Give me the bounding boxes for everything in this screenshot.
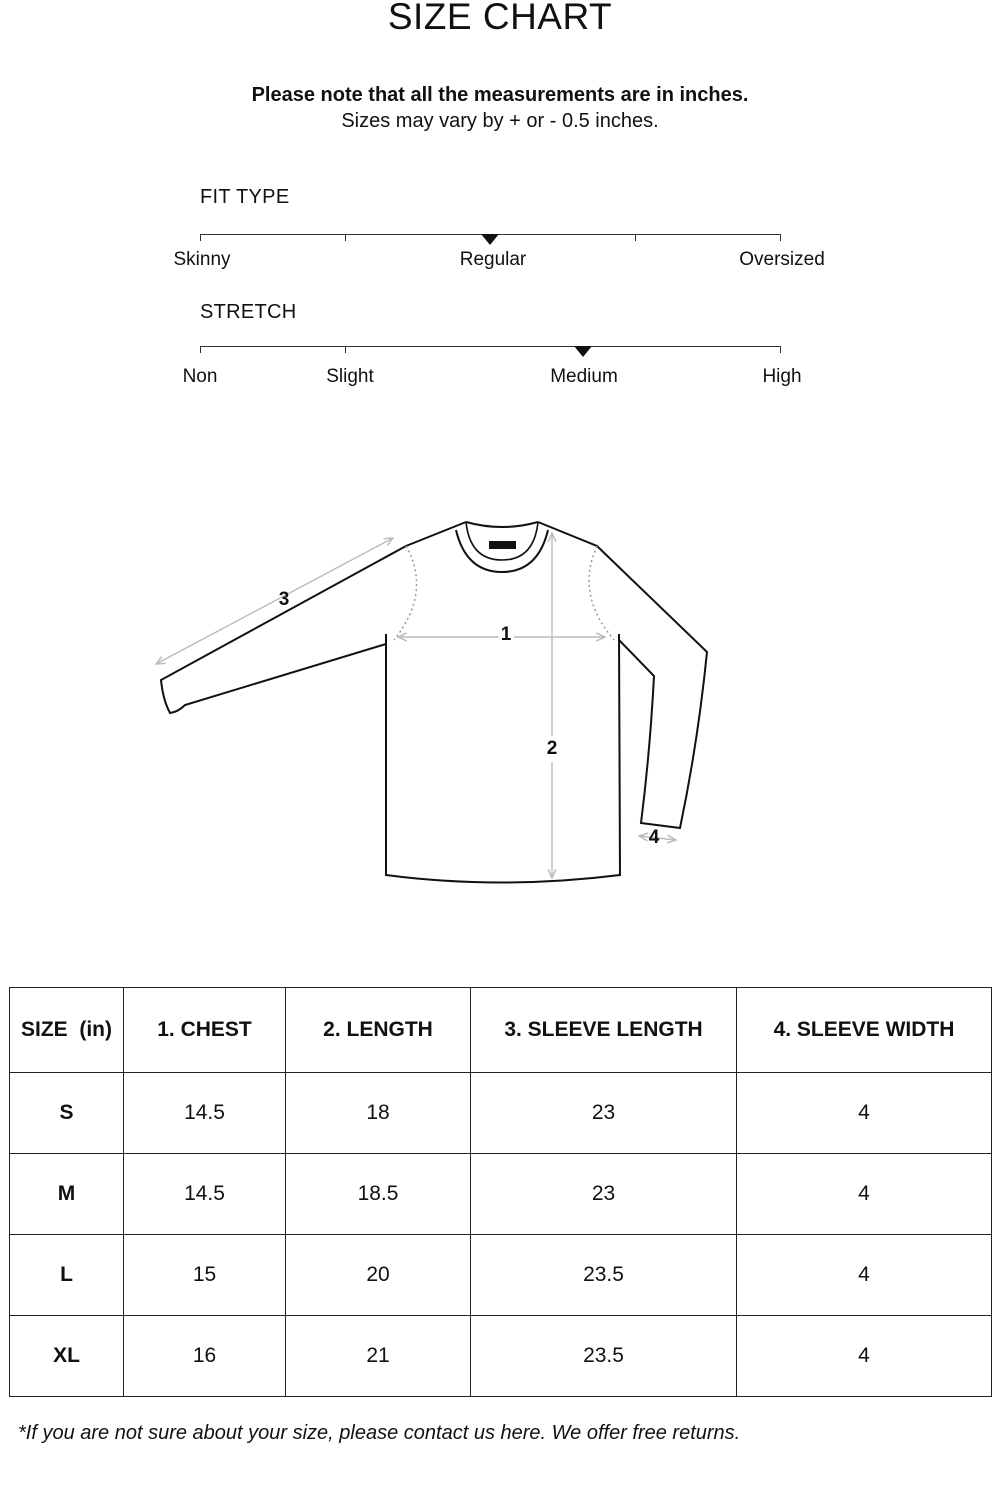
fit-type-title: FIT TYPE <box>200 186 290 208</box>
stretch-label-non: Non <box>182 366 218 387</box>
chest-cell: 14.5 <box>124 1073 286 1154</box>
size-cell: XL <box>10 1316 124 1397</box>
garment-collar-inner <box>456 530 548 572</box>
fit-type-label-oversized: Oversized <box>739 249 825 270</box>
size-cell: L <box>10 1235 124 1316</box>
size-cell: M <box>10 1154 124 1235</box>
units-note: Please note that all the measurements are in inches. <box>251 84 749 106</box>
sleeve-width-cell: 4 <box>737 1154 992 1235</box>
sleeve-length-cell: 23 <box>471 1154 737 1235</box>
header-chest: 1. CHEST <box>124 988 286 1073</box>
table-header-row <box>10 988 992 1073</box>
chest-cell: 15 <box>124 1235 286 1316</box>
length-cell: 21 <box>286 1316 471 1397</box>
garment-collar <box>466 522 538 527</box>
neck-label <box>489 541 516 549</box>
chest-cell: 14.5 <box>124 1154 286 1235</box>
footnote: *If you are not sure about your size, please contact us here. We offer free returns. <box>18 1422 741 1444</box>
length-cell: 18 <box>286 1073 471 1154</box>
garment-left-sleeve <box>161 522 466 713</box>
measure-label-length: 2 <box>547 736 558 762</box>
measure-label-sleeve-length: 3 <box>278 589 290 610</box>
stretch-title: STRETCH <box>200 301 297 323</box>
measure-label-sleeve-width: 4 <box>648 827 660 848</box>
size-table <box>9 987 992 1397</box>
sleeve-length-cell: 23 <box>471 1073 737 1154</box>
table-row <box>10 1154 992 1235</box>
sleeve-width-cell: 4 <box>737 1235 992 1316</box>
garment-body <box>386 634 620 883</box>
length-cell: 20 <box>286 1235 471 1316</box>
variance-note: Sizes may vary by + or - 0.5 inches. <box>341 110 659 132</box>
left-armhole-seam <box>394 546 417 640</box>
header-sleeve-width: 4. SLEEVE WIDTH <box>737 988 992 1073</box>
sleeve-width-cell: 4 <box>737 1073 992 1154</box>
table-row <box>10 1073 992 1154</box>
chest-cell: 16 <box>124 1316 286 1397</box>
fit-type-label-skinny: Skinny <box>173 249 231 270</box>
header-sleeve-length: 3. SLEEVE LENGTH <box>471 988 737 1073</box>
table-row <box>10 1235 992 1316</box>
sleeve-length-cell: 23.5 <box>471 1235 737 1316</box>
stretch-label-high: High <box>762 366 802 387</box>
table-row <box>10 1316 992 1397</box>
measure-label-chest: 1 <box>500 624 512 645</box>
sleeve-width-cell: 4 <box>737 1316 992 1397</box>
fit-type-label-regular: Regular <box>459 249 527 270</box>
page-title: SIZE CHART <box>387 0 613 37</box>
garment-right-sleeve <box>538 522 707 828</box>
sleeve-length-arrow <box>156 538 393 664</box>
length-cell: 18.5 <box>286 1154 471 1235</box>
header-size: SIZE (in) <box>10 988 124 1073</box>
size-cell: S <box>10 1073 124 1154</box>
stretch-label-slight: Slight <box>326 366 374 387</box>
header-length: 2. LENGTH <box>286 988 471 1073</box>
stretch-label-medium: Medium <box>550 366 618 387</box>
sleeve-length-cell: 23.5 <box>471 1316 737 1397</box>
